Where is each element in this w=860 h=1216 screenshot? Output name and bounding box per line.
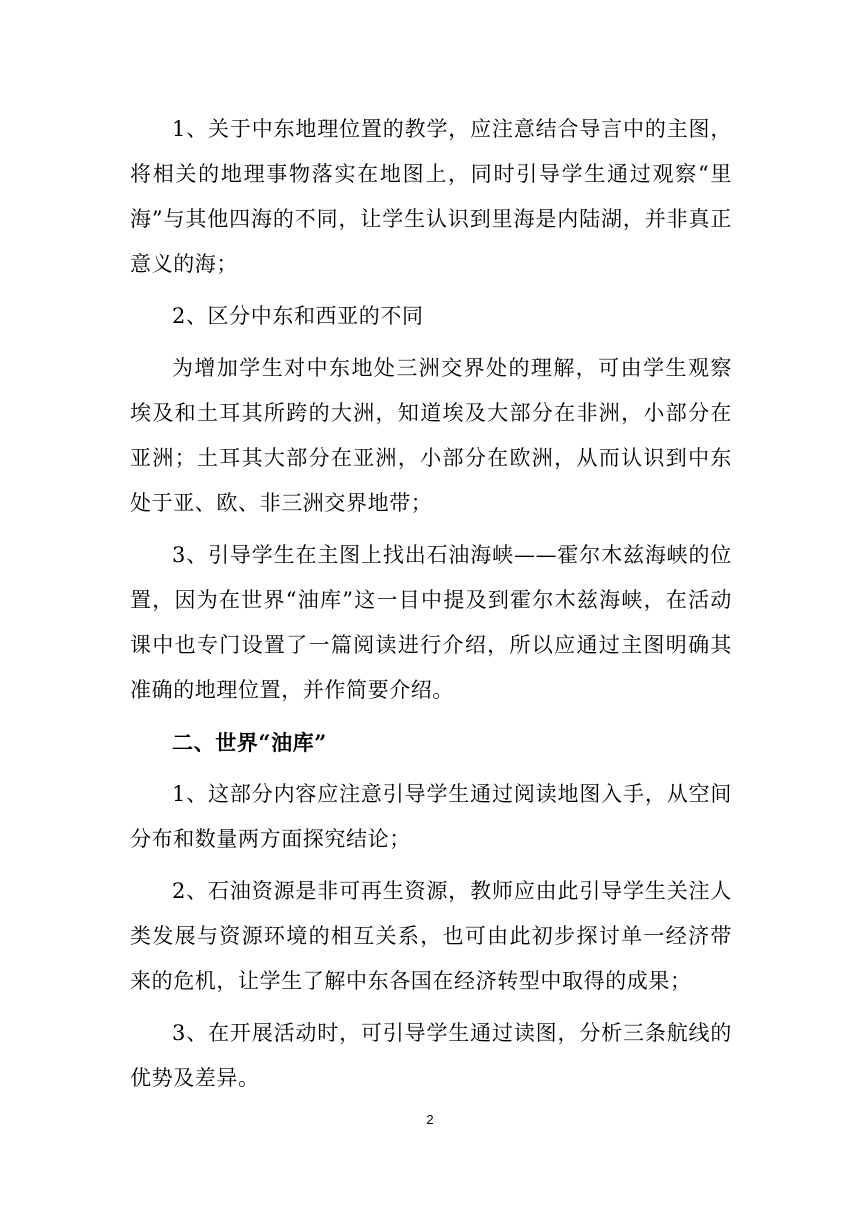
- paragraph-5: 1、这部分内容应注意引导学生通过阅读地图入手，从空间分布和数量两方面探究结论；: [130, 782, 732, 851]
- paragraph-3: 为增加学生对中东地处三洲交界处的理解，可由学生观察埃及和土耳其所跨的大洲，知道埃及大部分在非洲，小部分在亚洲；土耳其大部分在亚洲，小部分在欧洲，从而认识到中东处于亚、欧、非三洲交界地带；: [130, 356, 732, 515]
- page-number: 2: [426, 1112, 434, 1127]
- paragraph-6: 2、石油资源是非可再生资源，教师应由此引导学生关注人类发展与资源环境的相互关系，也可由此初步探讨单一经济带来的危机，让学生了解中东各国在经济转型中取得的成果；: [130, 879, 732, 993]
- document-body: [130, 107, 732, 1108]
- paragraph-7: 3、在开展活动时，可引导学生通过读图，分析三条航线的优势及差异。: [130, 1021, 732, 1090]
- section-heading: 二、世界“油库”: [172, 730, 327, 755]
- paragraph-4: 3、引导学生在主图上找出石油海峡——霍尔木兹海峡的位置，因为在世界“油库”这一目中提及到霍尔木兹海峡，在活动课中也专门设置了一篇阅读进行介绍，所以应通过主图明确其准确的地理位置，并作简要介绍。: [130, 543, 732, 702]
- paragraph-1: 1、关于中东地理位置的教学，应注意结合导言中的主图，将相关的地理事物落实在地图上，同时引导学生通过观察“里海”与其他四海的不同，让学生认识到里海是内陆湖，并非真正意义的海；: [130, 117, 732, 276]
- paragraph-2: 2、区分中东和西亚的不同: [172, 304, 424, 328]
